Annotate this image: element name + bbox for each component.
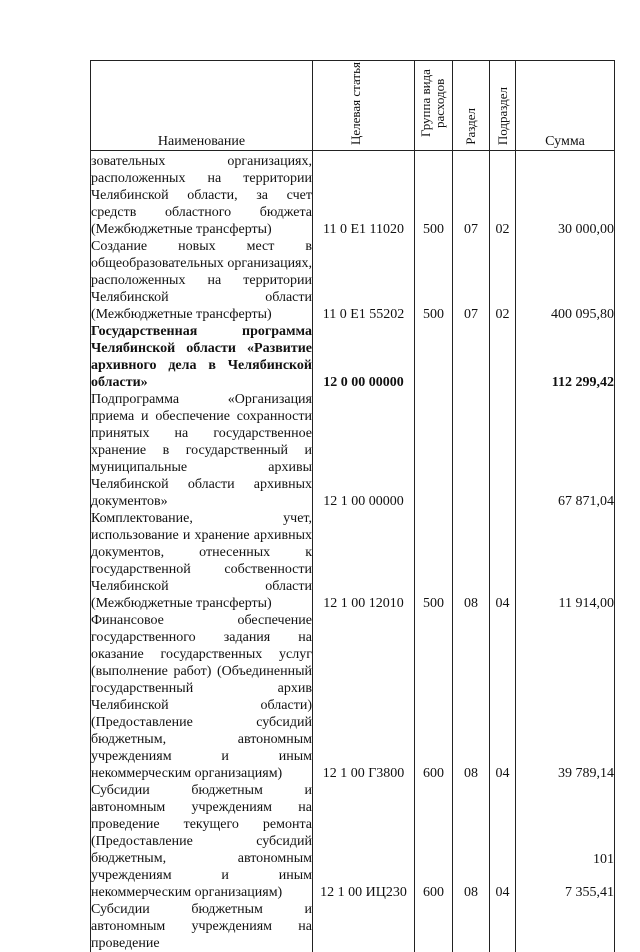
row-subsection: 02: [490, 238, 516, 323]
row-sum: 39 789,14: [516, 612, 615, 782]
row-sum: 112 299,42: [516, 323, 615, 391]
table-row: [91, 612, 615, 782]
page-number: 101: [593, 852, 614, 867]
table-row: [91, 391, 615, 510]
row-name: зовательных организациях, расположенных на территории Челябинской области, за счет средств областного бюджета (Межбюджетные трансферты): [91, 151, 313, 239]
row-code: 12 1 00 00000: [313, 391, 415, 510]
row-name: Комплектование, учет, использование и хранение архивных документов, отнесенных к государственной собственности Челябинской области (Межбюджетные трансферты): [91, 511, 312, 611]
row-subsection: 04: [490, 782, 516, 901]
row-section: [453, 901, 490, 952]
row-code: 12 1 00 12010: [313, 510, 415, 612]
row-sum: 11 914,00: [516, 510, 615, 612]
header-subsection: Подраздел: [490, 61, 516, 151]
row-section: 07: [453, 238, 490, 323]
table-row: [91, 323, 615, 391]
row-section: [453, 391, 490, 510]
row-code: [313, 901, 415, 952]
row-group: [415, 323, 453, 391]
header-target: Целевая статья: [313, 61, 415, 151]
row-sum: 400 095,80: [516, 238, 615, 323]
row-group: 600: [415, 782, 453, 901]
row-name: Государственная программа Челябинской области «Развитие архивного дела в Челябинской области»: [91, 324, 312, 390]
row-sum: 7 355,41: [516, 782, 615, 901]
row-section: [453, 323, 490, 391]
row-group: [415, 901, 453, 952]
table-row: [91, 238, 615, 323]
row-subsection: [490, 323, 516, 391]
row-group: 600: [415, 612, 453, 782]
row-subsection: 04: [490, 612, 516, 782]
row-subsection: 04: [490, 510, 516, 612]
row-subsection: 02: [490, 151, 516, 239]
header-group: Группа вида расходов: [415, 61, 453, 151]
row-code: 12 1 00 ИЦ230: [313, 782, 415, 901]
row-code: 11 0 E1 55202: [313, 238, 415, 323]
row-name: Субсидии бюджетным и автономным учреждениям на проведение текущего ремонта (Предоставление субсидий бюджетным, автономным учреждениям и иным некоммерческим организациям): [91, 783, 312, 900]
row-code: 12 0 00 00000: [313, 323, 415, 391]
table-row: [91, 901, 615, 952]
row-section: 08: [453, 612, 490, 782]
table-row: [91, 782, 615, 901]
row-name: Субсидии бюджетным и автономным учреждениям на проведение: [91, 902, 312, 951]
row-name: Подпрограмма «Организация приема и обеспечение сохранности принятых на государственное хранение в государственный и муниципальные архивы Челябинской области архивных документов»: [91, 392, 312, 509]
row-group: 500: [415, 510, 453, 612]
row-sum: 30 000,00: [516, 151, 615, 239]
row-code: 11 0 E1 11020: [313, 151, 415, 239]
header-section: Раздел: [453, 61, 490, 151]
header-name: Наименование: [91, 61, 313, 151]
row-section: 08: [453, 782, 490, 901]
row-name: Создание новых мест в общеобразовательных организациях, расположенных на территории Челябинской области (Межбюджетные трансферты): [91, 239, 312, 322]
table-row: [91, 510, 615, 612]
row-name: Финансовое обеспечение государственного задания на оказание государственных услуг (выполнение работ) (Объединенный государственный архив Челябинской области) (Предоставление субсидий бюджетным, автономным учреждениям и иным некоммерческим организациям): [91, 613, 312, 781]
row-group: [415, 391, 453, 510]
row-section: 07: [453, 151, 490, 239]
row-subsection: [490, 901, 516, 952]
row-sum: 67 871,04: [516, 391, 615, 510]
row-group: 500: [415, 151, 453, 239]
row-sum: [516, 901, 615, 952]
row-subsection: [490, 391, 516, 510]
row-group: 500: [415, 238, 453, 323]
row-section: 08: [453, 510, 490, 612]
row-code: 12 1 00 Г3800: [313, 612, 415, 782]
table-header-row: [91, 61, 615, 151]
table-row: [91, 151, 615, 239]
header-sum: Сумма: [516, 61, 615, 151]
budget-table: [90, 60, 615, 952]
